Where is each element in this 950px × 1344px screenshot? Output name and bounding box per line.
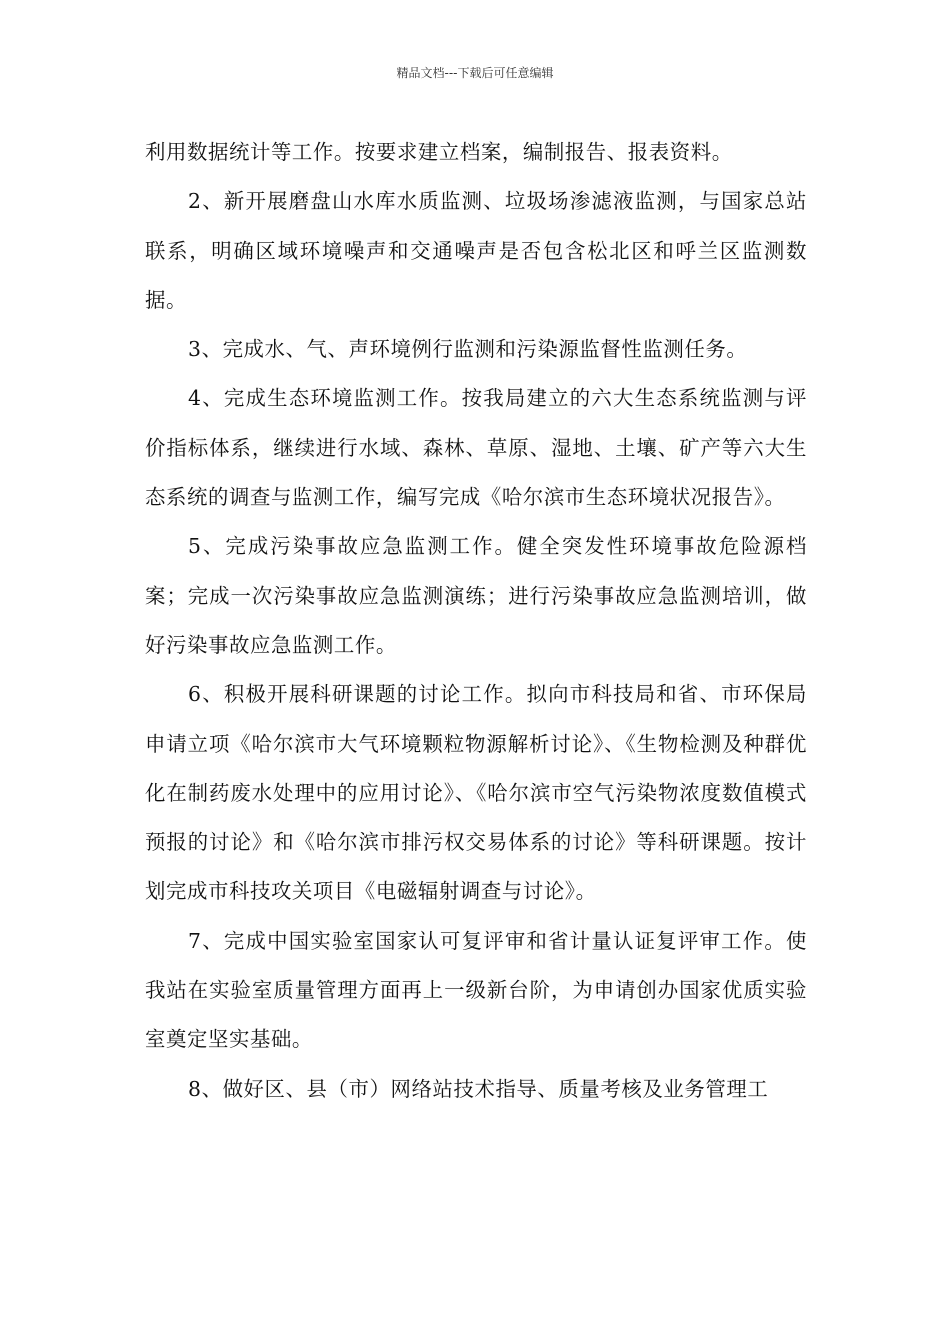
paragraph-item-6: 6、积极开展科研课题的讨论工作。拟向市科技局和省、市环保局申请立项《哈尔滨市大气环境颗粒物源解析讨论》、《生物检测及种群优化在制药废水处理中的应用讨论》、《哈尔滨市空气污染物浓度数值模式预报的讨论》和《哈尔滨市排污权交易体系的讨论》等科研课题。按计划完成市科技攻关项目《电磁辐射调查与讨论》。 — [145, 682, 807, 904]
paragraph-item-5: 5、完成污染事故应急监测工作。健全突发性环境事故危险源档案；完成一次污染事故应急监测演练；进行污染事故应急监测培训，做好污染事故应急监测工作。 — [145, 534, 807, 657]
page-header: 精品文档---下载后可任意编辑 — [396, 66, 554, 80]
paragraph-item-2: 2、新开展磨盘山水库水质监测、垃圾场渗滤液监测，与国家总站联系，明确区域环境噪声和交通噪声是否包含松北区和呼兰区监测数据。 — [145, 189, 807, 312]
paragraph-item-8: 8、做好区、县（市）网络站技术指导、质量考核及业务管理工 — [188, 1076, 769, 1101]
paragraph-item-7: 7、完成中国实验室国家认可复评审和省计量认证复评审工作。使我站在实验室质量管理方面再上一级新台阶，为申请创办国家优质实验室奠定坚实基础。 — [145, 928, 807, 1052]
paragraph-item-4: 4、完成生态环境监测工作。按我局建立的六大生态系统监测与评价指标体系，继续进行水域、森林、草原、湿地、土壤、矿产等六大生态系统的调查与监测工作，编写完成《哈尔滨市生态环境状况报告》。 — [145, 386, 807, 510]
document-body — [145, 128, 807, 1114]
paragraph-continuation: 利用数据统计等工作。按要求建立档案，编制报告、报表资料。 — [145, 140, 733, 164]
paragraph-item-3: 3、完成水、气、声环境例行监测和污染源监督性监测任务。 — [188, 337, 748, 362]
